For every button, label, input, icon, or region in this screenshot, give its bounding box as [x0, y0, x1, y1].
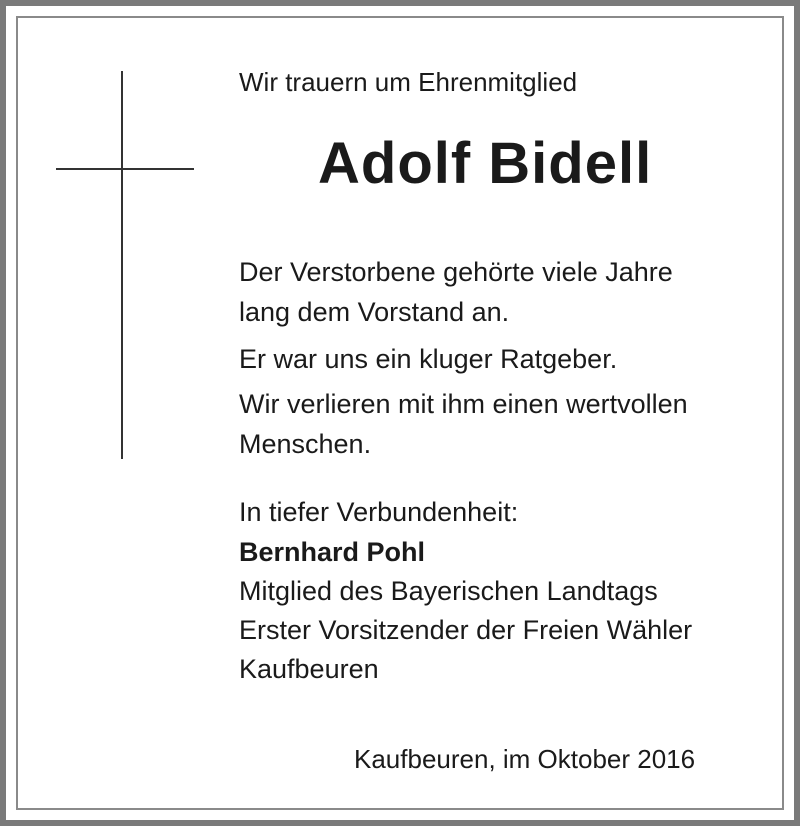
- intro-line: Wir trauern um Ehrenmitglied: [239, 67, 578, 97]
- signer-role: Erster Vorsitzender der Freien Wähler: [239, 615, 693, 645]
- signer-name: Bernhard Pohl: [239, 537, 426, 567]
- body-line: Er war uns ein kluger Ratgeber.: [239, 344, 618, 374]
- obituary-notice: [6, 6, 794, 820]
- place-date: Kaufbeuren, im Oktober 2016: [354, 744, 696, 774]
- closing-line: In tiefer Verbundenheit:: [239, 497, 519, 527]
- body-line: Der Verstorbene gehörte viele Jahre: [239, 257, 673, 287]
- signer-role: Kaufbeuren: [239, 654, 379, 684]
- signer-role: Mitglied des Bayerischen Landtags: [239, 576, 658, 606]
- notice-border: [16, 16, 784, 810]
- body-line: Menschen.: [239, 429, 372, 459]
- cross-horizontal-bar: [56, 168, 194, 170]
- deceased-name: Adolf Bidell: [318, 131, 653, 196]
- cross-vertical-bar: [121, 71, 123, 459]
- body-line: lang dem Vorstand an.: [239, 297, 510, 327]
- body-line: Wir verlieren mit ihm einen wertvollen: [239, 389, 688, 419]
